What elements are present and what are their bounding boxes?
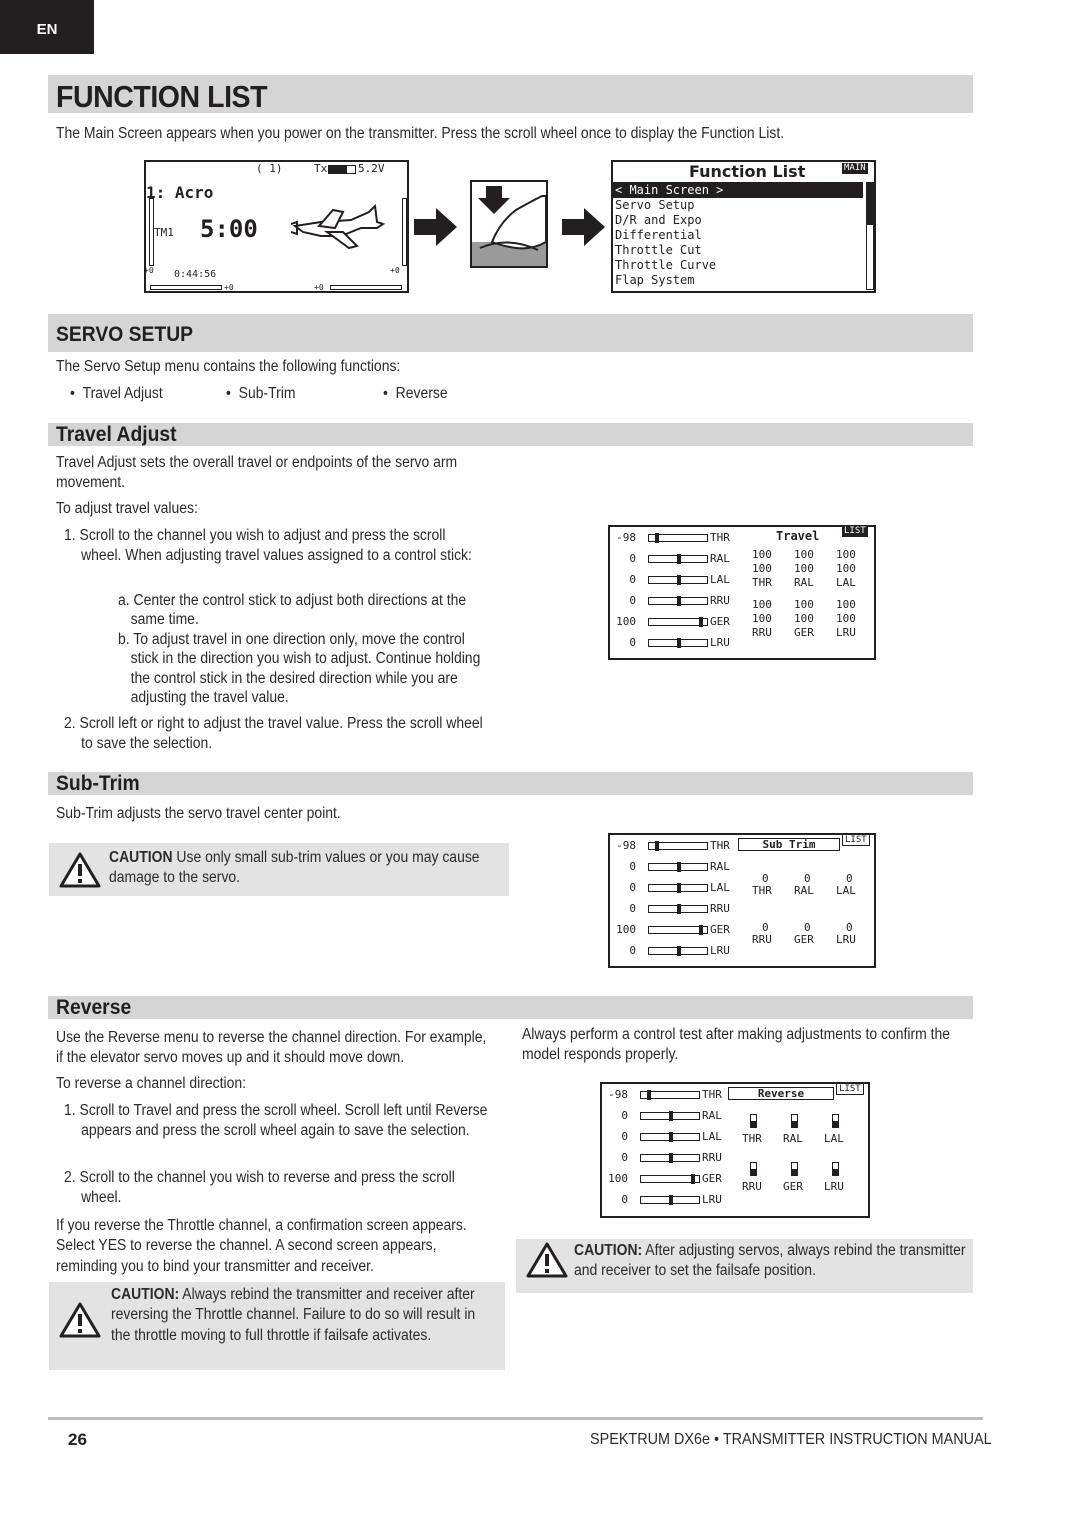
channel-bar-marker: [669, 1153, 673, 1163]
travel-value: 100: [794, 612, 814, 625]
channel-value: -98: [608, 1088, 628, 1101]
bottom-trim-zero-right: +0: [314, 283, 324, 292]
rebind-caution-text: CAUTION: After adjusting servos, always rebind the transmitter and receiver to set the failsafe position.: [574, 1242, 966, 1280]
channel-bar-marker: [669, 1132, 673, 1142]
sub-trim-value: 0: [804, 872, 811, 885]
travel-value: 100: [794, 548, 814, 561]
warning-icon: [526, 1242, 568, 1278]
sub-trim-channel-label: LRU: [836, 933, 856, 946]
reverse-switch-icon: [750, 1114, 757, 1128]
reverse-switch-knob: [792, 1121, 797, 1127]
channel-name: RAL: [710, 860, 730, 873]
channel-bar-marker: [677, 862, 681, 872]
channel-value: 0: [621, 1130, 628, 1143]
channel-bar: [648, 947, 708, 955]
reverse-list-badge: LIST: [836, 1083, 864, 1095]
channel-name: THR: [710, 839, 730, 852]
travel-adjust-step-1b: b. To adjust travel in one direction only, move the control stick in the direction you wish to adjust. Continue holding the control stick in the desired direction while you are adjusting the travel value.: [118, 631, 481, 707]
servo-setup-heading-bar: [48, 314, 973, 352]
sub-trim-value: 0: [762, 921, 769, 934]
arrow-right-icon: [414, 206, 458, 248]
sub-trim-value: 0: [804, 921, 811, 934]
reverse-throttle-paragraph: If you reverse the Throttle channel, a confirmation screen appears. Select YES to reverse the channel. A second screen appears, reminding you to bind your transmitter and receiver.: [56, 1217, 467, 1275]
channel-bar: [640, 1133, 700, 1141]
channel-bar: [640, 1175, 700, 1183]
travel-value: 100: [794, 562, 814, 575]
travel-value: 100: [752, 562, 772, 575]
travel-channel-label: GER: [794, 626, 814, 639]
travel-adjust-subhead: To adjust travel values:: [56, 500, 198, 517]
channel-name: RRU: [702, 1151, 722, 1164]
reverse-caution-text: CAUTION: Always rebind the transmitter and receiver after reversing the Throttle channel. Failure to do so will result in the throttle moving to full throttle if failsafe activates.: [111, 1286, 476, 1344]
warning-icon: [59, 852, 101, 888]
battery-icon: [328, 165, 356, 174]
channel-value: 0: [621, 1193, 628, 1206]
reverse-channel-label: RAL: [783, 1132, 803, 1145]
channel-bar-marker: [699, 925, 703, 935]
timer-value: 5:00: [200, 215, 258, 243]
channel-bar: [648, 555, 708, 563]
arrow-right-icon: [562, 206, 606, 248]
channel-name: LRU: [710, 636, 730, 649]
channel-bar-marker: [677, 904, 681, 914]
reverse-heading-bar: [48, 996, 973, 1019]
reverse-step-2: 2. Scroll to the channel you wish to reverse and press the scroll wheel.: [64, 1169, 455, 1207]
travel-channel-label: RAL: [794, 576, 814, 589]
reverse-switch-icon: [791, 1162, 798, 1176]
tx-label: Tx: [314, 162, 328, 175]
channel-bar: [640, 1091, 700, 1099]
travel-screen-illustration: [608, 525, 876, 660]
channel-name: LAL: [702, 1130, 722, 1143]
travel-adjust-heading-bar: [48, 423, 973, 446]
list-item-throttle-cut[interactable]: Throttle Cut: [615, 243, 702, 257]
channel-name: LAL: [710, 573, 730, 586]
channel-value: 0: [629, 594, 636, 607]
channel-name: GER: [710, 923, 730, 936]
channel-bar: [648, 618, 708, 626]
reverse-switch-icon: [750, 1162, 757, 1176]
right-trim-zero: +0: [390, 266, 400, 275]
channel-value: 0: [621, 1151, 628, 1164]
list-scrollbar[interactable]: [866, 182, 874, 290]
channel-bar-marker: [677, 575, 681, 585]
travel-value: 100: [752, 548, 772, 561]
channel-name: RAL: [710, 552, 730, 565]
channel-bar-marker: [677, 554, 681, 564]
rebind-caution-box: [516, 1239, 973, 1293]
travel-value: 100: [752, 598, 772, 611]
channel-name: RAL: [702, 1109, 722, 1122]
reverse-switch-knob: [751, 1169, 756, 1175]
travel-value: 100: [794, 598, 814, 611]
channel-bar-marker: [677, 596, 681, 606]
channel-bar-marker: [647, 1090, 651, 1100]
sub-trim-caution-text: CAUTION Use only small sub-trim values or you may cause damage to the servo.: [109, 849, 480, 887]
travel-adjust-intro: Travel Adjust sets the overall travel or endpoints of the servo arm movement.: [56, 454, 458, 492]
manual-title: SPEKTRUM DX6e • TRANSMITTER INSTRUCTION MANUAL: [590, 1431, 992, 1448]
travel-screen-title: Travel: [776, 529, 820, 543]
travel-value: 100: [836, 598, 856, 611]
reverse-switch-knob: [751, 1121, 756, 1127]
reverse-screen-title: Reverse: [728, 1087, 834, 1100]
sub-trim-channel-label: THR: [752, 884, 772, 897]
reverse-caution-box: [49, 1282, 505, 1370]
sub-trim-heading-bar: [48, 772, 973, 795]
list-item-throttle-curve[interactable]: Throttle Curve: [615, 258, 717, 272]
list-item-differential[interactable]: Differential: [615, 228, 702, 242]
sub-trim-screen-title: Sub Trim: [738, 838, 840, 851]
channel-name: THR: [702, 1088, 722, 1101]
channel-value: 0: [629, 860, 636, 873]
channel-value: 0: [629, 944, 636, 957]
reverse-step-1: 1. Scroll to Travel and press the scroll wheel. Scroll left until Reverse appears and press the scroll wheel again to save the selection.: [64, 1102, 488, 1140]
travel-channel-label: LRU: [836, 626, 856, 639]
channel-bar: [640, 1154, 700, 1162]
channel-bar: [648, 926, 708, 934]
sub-trim-channel-label: LAL: [836, 884, 856, 897]
channel-bar: [648, 534, 708, 542]
right-trim-bar: [402, 198, 407, 266]
hand-press-icon: [472, 182, 546, 266]
channel-name: GER: [710, 615, 730, 628]
reverse-channel-label: GER: [783, 1180, 803, 1193]
channel-bar: [648, 576, 708, 584]
travel-value: 100: [836, 562, 856, 575]
channel-bar: [648, 863, 708, 871]
list-item-flap-system[interactable]: Flap System: [615, 273, 695, 287]
left-trim-zero: +0: [144, 266, 154, 275]
channel-value: 100: [616, 615, 636, 628]
main-badge: MAIN: [844, 163, 866, 173]
channel-bar-marker: [655, 533, 659, 543]
reverse-switch-icon: [832, 1114, 839, 1128]
timer-label: TM1: [154, 226, 174, 239]
sub-trim-channel-label: GER: [794, 933, 814, 946]
reverse-channel-label: LAL: [824, 1132, 844, 1145]
servo-setup-heading: SERVO SETUP: [56, 323, 194, 346]
channel-bar-marker: [669, 1195, 673, 1205]
bullet-reverse: • Reverse: [383, 385, 448, 402]
travel-adjust-step-1a: a. Center the control stick to adjust both directions at the same time.: [118, 592, 467, 629]
travel-channel-label: LAL: [836, 576, 856, 589]
press-scroll-wheel-illustration: [470, 180, 548, 268]
channel-bar: [648, 639, 708, 647]
sub-trim-heading: Sub-Trim: [56, 772, 140, 795]
bottom-trim-bar-left: [150, 285, 222, 290]
sub-trim-value: 0: [846, 872, 853, 885]
channel-bar-marker: [677, 883, 681, 893]
bottom-trim-bar-right: [330, 285, 402, 290]
reverse-intro: Use the Reverse menu to reverse the channel direction. For example, if the elevator servo moves up and it should move down.: [56, 1029, 487, 1067]
reverse-switch-icon: [791, 1114, 798, 1128]
reverse-channel-label: THR: [742, 1132, 762, 1145]
reverse-screen-illustration: [600, 1082, 870, 1218]
sub-trim-caution-box: [49, 843, 509, 896]
travel-channel-label: THR: [752, 576, 772, 589]
channel-value: -98: [616, 839, 636, 852]
travel-adjust-step-1: 1. Scroll to the channel you wish to adjust and press the scroll wheel. When adjusting travel values assigned to a control stick:: [64, 527, 472, 565]
sub-trim-channel-label: RRU: [752, 933, 772, 946]
control-test-paragraph: Always perform a control test after making adjustments to confirm the model responds properly.: [522, 1026, 950, 1064]
channel-value: 0: [629, 573, 636, 586]
channel-name: RRU: [710, 594, 730, 607]
channel-name: LAL: [710, 881, 730, 894]
airplane-icon: [291, 202, 386, 254]
channel-name: LRU: [702, 1193, 722, 1206]
sub-trim-value: 0: [846, 921, 853, 934]
sub-trim-screen-illustration: [608, 833, 876, 968]
footer-rule: [48, 1417, 983, 1420]
list-item-dr-expo[interactable]: D/R and Expo: [615, 213, 702, 227]
channel-name: RRU: [710, 902, 730, 915]
channel-name: GER: [702, 1172, 722, 1185]
warning-icon: [59, 1302, 101, 1338]
sub-trim-value: 0: [762, 872, 769, 885]
list-item-main-screen[interactable]: < Main Screen >: [615, 183, 724, 197]
travel-value: 100: [752, 612, 772, 625]
reverse-switch-knob: [833, 1169, 838, 1175]
travel-value: 100: [836, 548, 856, 561]
function-list-screen-title: Function List: [689, 162, 806, 181]
function-list-screen-illustration: [611, 160, 876, 293]
sub-trim-intro: Sub-Trim adjusts the servo travel center point.: [56, 805, 341, 822]
travel-list-badge: LIST: [844, 526, 866, 536]
function-list-heading: FUNCTION LIST: [56, 79, 268, 114]
channel-bar-marker: [669, 1111, 673, 1121]
model-bracket: ( 1): [256, 162, 283, 175]
channel-bar: [648, 884, 708, 892]
channel-bar: [648, 842, 708, 850]
channel-bar-marker: [677, 638, 681, 648]
channel-value: 100: [608, 1172, 628, 1185]
channel-value: 100: [616, 923, 636, 936]
channel-name: THR: [710, 531, 730, 544]
travel-value: 100: [836, 612, 856, 625]
bullet-sub-trim: • Sub-Trim: [226, 385, 296, 402]
page-number: 26: [68, 1430, 87, 1449]
reverse-subhead: To reverse a channel direction:: [56, 1075, 246, 1092]
list-item-servo-setup[interactable]: Servo Setup: [615, 198, 695, 212]
reverse-switch-knob: [833, 1121, 838, 1127]
channel-value: 0: [629, 636, 636, 649]
sub-trim-list-badge: LIST: [842, 834, 870, 846]
reverse-channel-label: RRU: [742, 1180, 762, 1193]
reverse-switch-knob: [792, 1169, 797, 1175]
channel-value: 0: [629, 552, 636, 565]
language-tab: EN: [0, 0, 94, 54]
channel-bar-marker: [677, 946, 681, 956]
channel-bar-marker: [655, 841, 659, 851]
bullet-travel-adjust: • Travel Adjust: [70, 385, 163, 402]
travel-adjust-heading: Travel Adjust: [56, 423, 177, 446]
channel-bar: [640, 1196, 700, 1204]
elapsed-time: 0:44:56: [174, 269, 217, 280]
channel-value: 0: [629, 881, 636, 894]
reverse-switch-icon: [832, 1162, 839, 1176]
function-list-heading-bar: [48, 75, 973, 113]
channel-value: 0: [629, 902, 636, 915]
reverse-heading: Reverse: [56, 996, 132, 1019]
reverse-channel-label: LRU: [824, 1180, 844, 1193]
function-list-intro: The Main Screen appears when you power on the transmitter. Press the scroll wheel once to display the Function List.: [56, 125, 785, 142]
servo-setup-intro: The Servo Setup menu contains the following functions:: [56, 358, 401, 375]
channel-value: -98: [616, 531, 636, 544]
travel-adjust-step-2: 2. Scroll left or right to adjust the travel value. Press the scroll wheel to save the selection.: [64, 715, 483, 753]
sub-trim-channel-label: RAL: [794, 884, 814, 897]
channel-value: 0: [621, 1109, 628, 1122]
channel-bar: [640, 1112, 700, 1120]
tx-voltage: 5.2V: [358, 162, 385, 175]
travel-channel-label: RRU: [752, 626, 772, 639]
bottom-trim-zero-left: +0: [224, 283, 234, 292]
channel-bar-marker: [699, 617, 703, 627]
channel-bar-marker: [691, 1174, 695, 1184]
channel-name: LRU: [710, 944, 730, 957]
model-name: 1: Acro: [146, 183, 214, 202]
main-screen-illustration: [144, 160, 409, 293]
channel-bar: [648, 905, 708, 913]
channel-bar: [648, 597, 708, 605]
